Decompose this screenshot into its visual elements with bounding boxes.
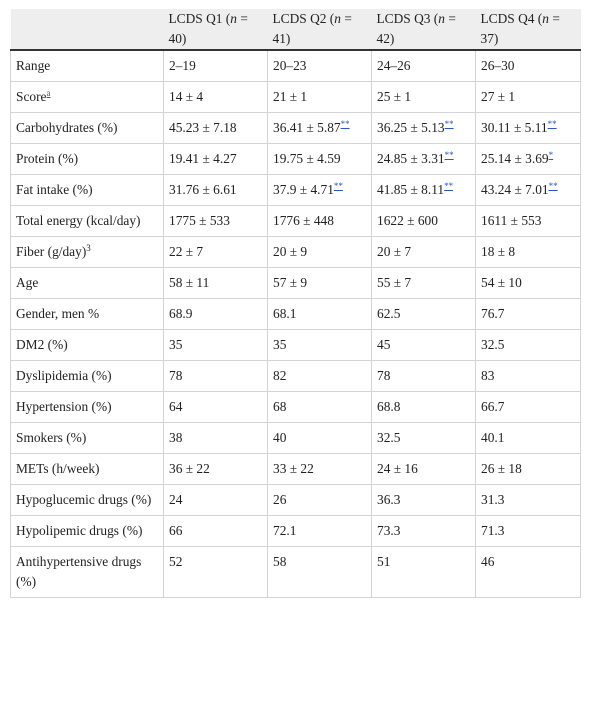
- data-cell: [476, 547, 581, 598]
- cell-value: 68: [273, 399, 287, 414]
- data-cell: [164, 299, 268, 330]
- row-label-cell: [11, 423, 164, 454]
- data-cell: [372, 330, 476, 361]
- cell-value: 25.14 ± 3.69: [481, 151, 549, 166]
- lcds-quartile-table: [10, 9, 581, 598]
- header-cell-q2: LCDS Q2 (n = 41): [268, 9, 372, 50]
- header-cell-empty: [11, 9, 164, 50]
- footnote-superscript: 3: [86, 243, 91, 253]
- significance-footnote-link[interactable]: **: [333, 181, 343, 191]
- data-cell: [268, 144, 372, 175]
- data-cell: [164, 392, 268, 423]
- header-n-symbol: n: [334, 11, 341, 26]
- data-cell: [268, 454, 372, 485]
- cell-value: 72.1: [273, 523, 297, 538]
- row-label-cell: [11, 206, 164, 237]
- table-row: [11, 237, 581, 268]
- cell-value: 76.7: [481, 306, 505, 321]
- row-label-cell: [11, 547, 164, 598]
- data-cell: [164, 516, 268, 547]
- table-body: [11, 50, 581, 598]
- data-cell: [372, 175, 476, 206]
- data-cell: [372, 454, 476, 485]
- table-row: [11, 547, 581, 598]
- data-cell: [476, 50, 581, 82]
- cell-value: 40.1: [481, 430, 505, 445]
- header-label: LCDS Q2: [272, 11, 327, 26]
- cell-value: 26 ± 18: [481, 461, 522, 476]
- table-row: [11, 175, 581, 206]
- table-row: [11, 268, 581, 299]
- data-cell: [268, 516, 372, 547]
- header-n-value: 40: [168, 31, 182, 46]
- cell-value: 66: [169, 523, 183, 538]
- data-cell: [372, 392, 476, 423]
- cell-value: 26–30: [481, 58, 515, 73]
- cell-value: 21 ± 1: [273, 89, 308, 104]
- cell-value: 1622 ± 600: [377, 213, 438, 228]
- row-label: Dyslipidemia (%): [16, 368, 112, 383]
- row-label: Protein (%): [16, 151, 79, 166]
- row-label: Fiber (g/day): [16, 244, 87, 259]
- data-cell: [164, 113, 268, 144]
- data-cell: [476, 206, 581, 237]
- data-cell: [476, 454, 581, 485]
- cell-value: 68.1: [273, 306, 297, 321]
- table-row: [11, 516, 581, 547]
- row-label: Range: [16, 58, 51, 73]
- data-cell: [476, 299, 581, 330]
- header-n-symbol: n: [230, 11, 237, 26]
- row-label: Fat intake (%): [16, 182, 93, 197]
- data-cell: [476, 175, 581, 206]
- data-cell: [476, 516, 581, 547]
- cell-value: 24.85 ± 3.31: [377, 151, 445, 166]
- header-n-value: 41: [272, 31, 286, 46]
- cell-value: 51: [377, 554, 391, 569]
- row-label-cell: [11, 330, 164, 361]
- table-row: [11, 392, 581, 423]
- cell-value: 41.85 ± 8.11: [377, 182, 445, 197]
- data-cell: [372, 516, 476, 547]
- significance-footnote-link[interactable]: *: [548, 150, 554, 160]
- table-row: [11, 485, 581, 516]
- header-n-symbol: n: [542, 11, 549, 26]
- cell-value: 36.41 ± 5.87: [273, 120, 341, 135]
- row-label: Smokers (%): [16, 430, 87, 445]
- row-label-cell: [11, 268, 164, 299]
- data-cell: [476, 423, 581, 454]
- cell-value: 71.3: [481, 523, 505, 538]
- cell-value: 2–19: [169, 58, 196, 73]
- row-label: Age: [16, 275, 39, 290]
- cell-value: 27 ± 1: [481, 89, 516, 104]
- data-cell: [268, 330, 372, 361]
- row-label: Hypertension (%): [16, 399, 112, 414]
- cell-value: 32.5: [377, 430, 401, 445]
- cell-value: 20–23: [273, 58, 307, 73]
- cell-value: 24–26: [377, 58, 411, 73]
- row-label: Carbohydrates (%): [16, 120, 118, 135]
- data-cell: [476, 268, 581, 299]
- cell-value: 78: [377, 368, 391, 383]
- data-cell: [372, 206, 476, 237]
- row-label-cell: [11, 175, 164, 206]
- cell-value: 20 ± 7: [377, 244, 412, 259]
- data-cell: [476, 485, 581, 516]
- data-cell: [164, 454, 268, 485]
- cell-value: 30.11 ± 5.11: [481, 120, 548, 135]
- cell-value: 19.75 ± 4.59: [273, 151, 341, 166]
- header-n-value: 37: [480, 31, 494, 46]
- row-label: Hypoglucemic drugs (%): [16, 492, 152, 507]
- data-cell: [372, 50, 476, 82]
- cell-value: 83: [481, 368, 495, 383]
- data-cell: [268, 237, 372, 268]
- data-cell: [268, 175, 372, 206]
- table-row: [11, 206, 581, 237]
- footnote-link[interactable]: a: [46, 88, 51, 98]
- data-cell: [164, 547, 268, 598]
- row-label: Hypolipemic drugs (%): [16, 523, 143, 538]
- data-cell: [372, 144, 476, 175]
- data-cell: [268, 423, 372, 454]
- table-header: [11, 9, 581, 50]
- significance-footnote-link[interactable]: **: [547, 119, 557, 129]
- cell-value: 24: [169, 492, 183, 507]
- row-label-cell: [11, 237, 164, 268]
- data-cell: [372, 485, 476, 516]
- data-cell: [476, 392, 581, 423]
- row-label-cell: [11, 361, 164, 392]
- cell-value: 55 ± 7: [377, 275, 412, 290]
- row-label-cell: [11, 454, 164, 485]
- data-cell: [268, 50, 372, 82]
- table-row: [11, 454, 581, 485]
- table-row: [11, 330, 581, 361]
- data-cell: [476, 144, 581, 175]
- header-n-symbol: n: [438, 11, 445, 26]
- cell-value: 52: [169, 554, 183, 569]
- cell-value: 18 ± 8: [481, 244, 516, 259]
- data-cell: [372, 361, 476, 392]
- cell-value: 45: [377, 337, 391, 352]
- cell-value: 37.9 ± 4.71: [273, 182, 334, 197]
- row-label-cell: [11, 485, 164, 516]
- row-label-cell: [11, 50, 164, 82]
- data-cell: [372, 423, 476, 454]
- cell-value: 14 ± 4: [169, 89, 204, 104]
- cell-value: 35: [273, 337, 287, 352]
- cell-value: 22 ± 7: [169, 244, 204, 259]
- table-row: [11, 113, 581, 144]
- data-cell: [164, 423, 268, 454]
- cell-value: 31.3: [481, 492, 505, 507]
- data-cell: [268, 82, 372, 113]
- data-cell: [164, 237, 268, 268]
- row-label: DM2 (%): [16, 337, 68, 352]
- significance-footnote-link[interactable]: **: [444, 181, 454, 191]
- row-label-cell: [11, 392, 164, 423]
- cell-value: 40: [273, 430, 287, 445]
- data-cell: [164, 268, 268, 299]
- cell-value: 58 ± 11: [169, 275, 210, 290]
- cell-value: 43.24 ± 7.01: [481, 182, 549, 197]
- row-label-cell: [11, 144, 164, 175]
- row-label-cell: [11, 299, 164, 330]
- significance-footnote-link[interactable]: **: [444, 150, 454, 160]
- cell-value: 32.5: [481, 337, 505, 352]
- data-cell: [476, 82, 581, 113]
- row-label-cell: [11, 113, 164, 144]
- data-cell: [372, 82, 476, 113]
- data-cell: [476, 330, 581, 361]
- data-cell: [164, 206, 268, 237]
- cell-value: 68.9: [169, 306, 193, 321]
- cell-value: 36 ± 22: [169, 461, 210, 476]
- data-cell: [476, 361, 581, 392]
- cell-value: 1611 ± 553: [481, 213, 542, 228]
- cell-value: 33 ± 22: [273, 461, 314, 476]
- cell-value: 73.3: [377, 523, 401, 538]
- data-cell: [268, 268, 372, 299]
- table-row: [11, 361, 581, 392]
- cell-value: 45.23 ± 7.18: [169, 120, 237, 135]
- cell-value: 54 ± 10: [481, 275, 522, 290]
- data-cell: [164, 485, 268, 516]
- data-cell: [164, 361, 268, 392]
- table-row: [11, 50, 581, 82]
- data-cell: [476, 113, 581, 144]
- header-cell-q4: LCDS Q4 (n = 37): [476, 9, 581, 50]
- cell-value: 36.3: [377, 492, 401, 507]
- row-label: Gender, men %: [16, 306, 100, 321]
- data-cell: [268, 392, 372, 423]
- cell-value: 31.76 ± 6.61: [169, 182, 237, 197]
- data-cell: [164, 144, 268, 175]
- row-label: Total energy (kcal/day): [16, 213, 141, 228]
- data-cell: [268, 113, 372, 144]
- cell-value: 26: [273, 492, 287, 507]
- header-cell-q3: LCDS Q3 (n = 42): [372, 9, 476, 50]
- row-label: METs (h/week): [16, 461, 100, 476]
- data-cell: [268, 361, 372, 392]
- table-row: [11, 144, 581, 175]
- cell-value: 25 ± 1: [377, 89, 412, 104]
- data-cell: [164, 82, 268, 113]
- row-label-cell: [11, 516, 164, 547]
- header-label: LCDS Q4: [480, 11, 535, 26]
- header-cell-q1: LCDS Q1 (n = 40): [164, 9, 268, 50]
- header-row: [11, 9, 581, 50]
- cell-value: 66.7: [481, 399, 505, 414]
- cell-value: 62.5: [377, 306, 401, 321]
- cell-value: 20 ± 9: [273, 244, 308, 259]
- data-cell: [268, 206, 372, 237]
- cell-value: 1776 ± 448: [273, 213, 334, 228]
- data-cell: [372, 113, 476, 144]
- cell-value: 78: [169, 368, 183, 383]
- data-cell: [372, 268, 476, 299]
- cell-value: 64: [169, 399, 183, 414]
- cell-value: 46: [481, 554, 495, 569]
- cell-value: 36.25 ± 5.13: [377, 120, 445, 135]
- cell-value: 24 ± 16: [377, 461, 418, 476]
- header-label: LCDS Q1: [168, 11, 223, 26]
- data-cell: [164, 50, 268, 82]
- significance-footnote-link[interactable]: **: [444, 119, 454, 129]
- cell-value: 68.8: [377, 399, 401, 414]
- data-cell: [268, 547, 372, 598]
- row-label: Antihypertensive drugs (%): [16, 554, 142, 589]
- cell-value: 38: [169, 430, 183, 445]
- cell-value: 57 ± 9: [273, 275, 308, 290]
- data-cell: [372, 547, 476, 598]
- cell-value: 19.41 ± 4.27: [169, 151, 237, 166]
- cell-value: 1775 ± 533: [169, 213, 230, 228]
- data-cell: [476, 237, 581, 268]
- table-row: [11, 82, 581, 113]
- cell-value: 35: [169, 337, 183, 352]
- table-row: [11, 299, 581, 330]
- cell-value: 82: [273, 368, 287, 383]
- row-label: Score: [16, 89, 47, 104]
- data-cell: [268, 485, 372, 516]
- significance-footnote-link[interactable]: **: [340, 119, 350, 129]
- header-n-value: 42: [376, 31, 390, 46]
- header-label: LCDS Q3: [376, 11, 431, 26]
- data-cell: [372, 237, 476, 268]
- table-row: [11, 423, 581, 454]
- significance-footnote-link[interactable]: **: [548, 181, 558, 191]
- data-cell: [164, 330, 268, 361]
- row-label-cell: [11, 82, 164, 113]
- data-cell: [268, 299, 372, 330]
- data-cell: [164, 175, 268, 206]
- cell-value: 58: [273, 554, 287, 569]
- data-cell: [372, 299, 476, 330]
